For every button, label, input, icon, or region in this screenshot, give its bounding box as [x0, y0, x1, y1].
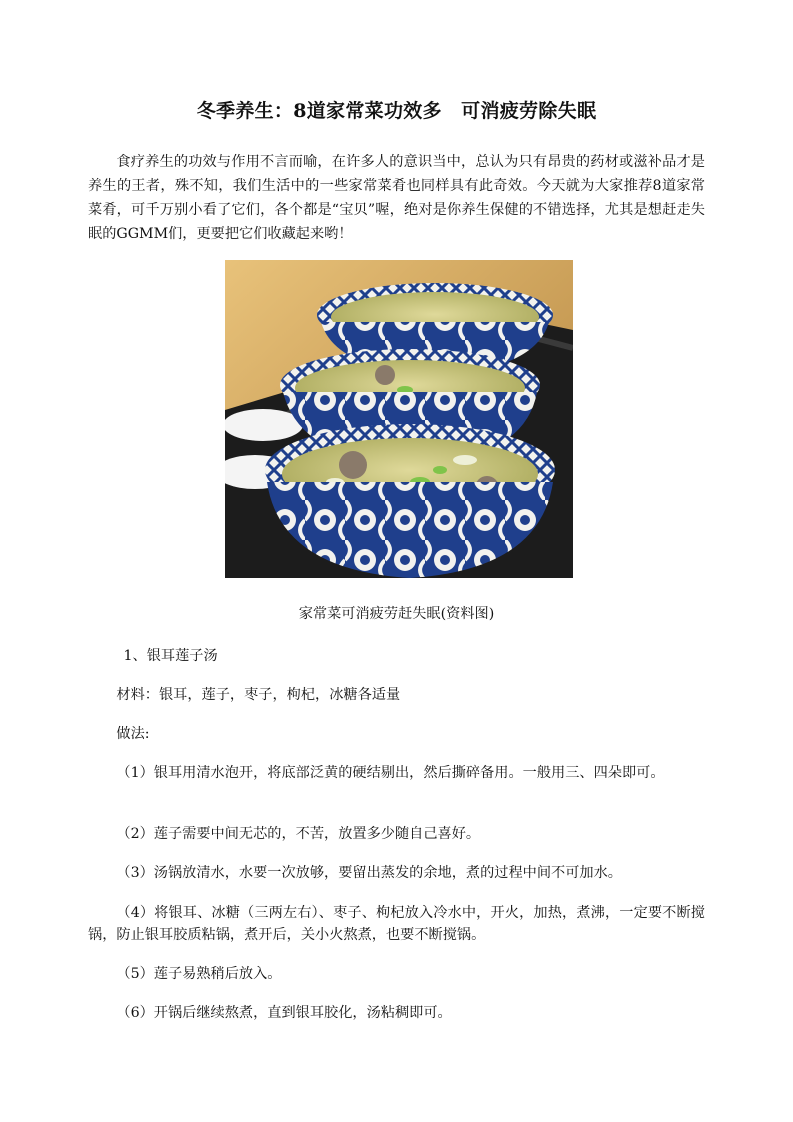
image-caption: 家常菜可消疲劳赶失眠(资料图) — [298, 606, 495, 622]
step-5: （5）莲子易熟稍后放入。 — [116, 966, 282, 982]
step-4: （4）将银耳、冰糖（三两左右）、枣子、枸杞放入冷水中，开火，加热，煮沸，一定要不断搅锅，防止银耳胶质粘锅，煮开后，关小火熬煮，也要不断搅锅。 — [88, 905, 705, 943]
soup-bowls-photo — [225, 260, 573, 578]
step-3: （3）汤锅放清水，水要一次放够，要留出蒸发的余地，煮的过程中间不可加水。 — [116, 865, 622, 881]
step-1: （1）银耳用清水泡开，将底部泛黄的硬结剔出，然后撕碎备用。一般用三、四朵即可。 — [116, 765, 665, 781]
recipe-title: 1、银耳莲子汤 — [123, 648, 218, 664]
step-6: （6）开锅后继续熬煮，直到银耳胶化，汤粘稠即可。 — [116, 1005, 452, 1021]
intro-paragraph: 食疗养生的功效与作用不言而喻，在许多人的意识当中，总认为只有昂贵的药材或滋补品才是养生的王者，殊不知，我们生活中的一些家常菜肴也同样具有此奇效。今天就为大家推荐8道家常菜肴，可千万别小看了它们，各个都是“宝贝”喔，绝对是你养生保健的不错选择，尤其是想赶走失眠的GGMM们，更要把它们收藏起来哟！ — [88, 154, 705, 242]
soup-bowls-illustration — [225, 260, 573, 578]
ingredients-line: 材料：银耳，莲子，枣子，枸杞，冰糖各适量 — [116, 687, 401, 703]
method-label: 做法: — [116, 726, 150, 742]
article-title: 冬季养生：8道家常菜功效多 可消疲劳除失眠 — [196, 100, 597, 122]
step-2: （2）莲子需要中间无芯的，不苦，放置多少随自己喜好。 — [116, 826, 481, 842]
